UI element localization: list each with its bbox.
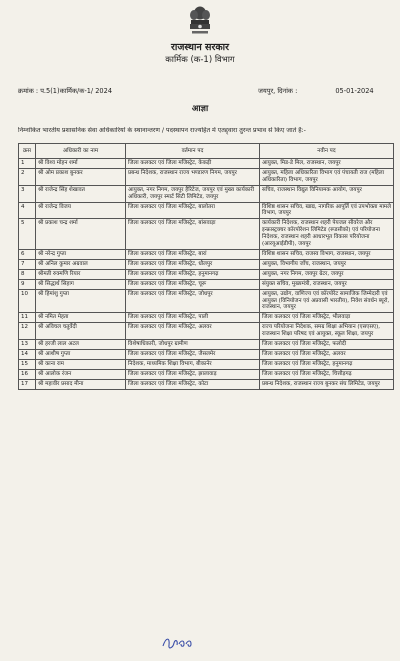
table-row <box>19 168 394 185</box>
row-current-post: जिला कलक्टर एवं जिला मजिस्ट्रेट, पाली <box>126 313 260 323</box>
row-sn: 10 <box>19 289 36 313</box>
row-current-post: जिला कलक्टर एवं जिला मजिस्ट्रेट, बालोतरा <box>126 202 260 219</box>
row-officer-name: श्री सिद्धार्थ सिहाग <box>36 279 126 289</box>
table-row <box>19 349 394 359</box>
row-current-post: जिला कलक्टर एवं जिला मजिस्ट्रेट, कोटा <box>126 379 260 389</box>
row-officer-name: श्री महावीर प्रसाद मीना <box>36 379 126 389</box>
table-body <box>19 159 394 390</box>
row-current-post: प्रबन्ध निदेशक, राजस्थान राज्य भण्डारण निगम, जयपुर <box>126 168 260 185</box>
place-label: जयपुर, दिनांक : <box>258 87 298 95</box>
table-row <box>19 323 394 340</box>
row-current-post: जिला कलक्टर एवं जिला मजिस्ट्रेट, झालावाड़ <box>126 369 260 379</box>
row-sn: 3 <box>19 185 36 202</box>
row-new-post: जिला कलक्टर एवं जिला मजिस्ट्रेट, हनुमानगढ़ <box>260 359 394 369</box>
row-new-post: कार्यकारी निदेशक, राजस्थान शहरी पेयजल सीवरेज और इन्फ्रास्ट्रक्चर कॉरपोरेशन लिमिटेड (रूडसीको) एवं परियोजना निदेशक, राजस्थान शहरी आधारभूत विकास परियोजना (आरयूआईडीपी), जयपुर <box>260 219 394 250</box>
table-row <box>19 369 394 379</box>
row-new-post: जिला कलक्टर एवं जिला मजिस्ट्रेट, भीलवाड़ा <box>260 313 394 323</box>
signature-mark <box>160 634 194 652</box>
table-row <box>19 219 394 250</box>
row-officer-name: श्री हिमांशु गुप्ता <box>36 289 126 313</box>
row-current-post: जिला कलक्टर एवं जिला मजिस्ट्रेट, बारां <box>126 249 260 259</box>
table-row <box>19 249 394 259</box>
department-title: कार्मिक (क-1) विभाग <box>165 55 235 65</box>
order-title: आज्ञा <box>191 104 209 114</box>
row-current-post: जिला कलक्टर एवं जिला मजिस्ट्रेट, चूरू <box>126 279 260 289</box>
row-sn: 14 <box>19 349 36 359</box>
row-current-post: जिला कलक्टर एवं जिला मजिस्ट्रेट, बांसवाड़ा <box>126 219 260 250</box>
table-row <box>19 185 394 202</box>
table-header-row <box>19 144 394 159</box>
table-row <box>19 279 394 289</box>
row-sn: 6 <box>19 249 36 259</box>
ashoka-emblem-icon <box>186 4 214 38</box>
row-officer-name: श्री ओम प्रकाश बुनकर <box>36 168 126 185</box>
row-sn: 4 <box>19 202 36 219</box>
row-sn: 9 <box>19 279 36 289</box>
row-current-post: जिला कलक्टर एवं जिला मजिस्ट्रेट, हनुमानगढ़ <box>126 269 260 279</box>
header-sn: क्रस <box>19 144 36 159</box>
government-title: राजस्थान सरकार <box>171 42 229 53</box>
row-new-post: प्रबन्ध निदेशक, राजस्थान राज्य बुनकर संघ लिमिटेड, जयपुर <box>260 379 394 389</box>
table-row <box>19 289 394 313</box>
row-officer-name: श्री आशीष गुप्ता <box>36 349 126 359</box>
row-new-post: जिला कलक्टर एवं जिला मजिस्ट्रेट, अलवर <box>260 349 394 359</box>
row-current-post: आयुक्त, नगर निगम, जयपुर हैरिटेज, जयपुर एवं मुख्य कार्यकारी अधिकारी, जयपुर स्मार्ट सिटी लिमिटेड, जयपुर <box>126 185 260 202</box>
table-row <box>19 379 394 389</box>
row-current-post: जिला कलक्टर एवं जिला मजिस्ट्रेट, धौलपुर <box>126 259 260 269</box>
row-sn: 17 <box>19 379 36 389</box>
row-sn: 2 <box>19 168 36 185</box>
transfer-table <box>18 143 394 390</box>
row-sn: 13 <box>19 340 36 350</box>
row-new-post: राज्य परियोजना निदेशक, समग्र शिक्षा अभियान (एसएसए), राजस्थान शिक्षा परिषद एवं आयुक्त, स्कूल शिक्षा, जयपुर <box>260 323 394 340</box>
row-current-post: जिला कलक्टर एवं जिला मजिस्ट्रेट, अलवर <box>126 323 260 340</box>
row-new-post: जिला कलक्टर एवं जिला मजिस्ट्रेट, फलोदी <box>260 340 394 350</box>
row-sn: 12 <box>19 323 36 340</box>
row-officer-name: श्री राजेन्द्र विजय <box>36 202 126 219</box>
table-row <box>19 159 394 169</box>
row-officer-name: श्री प्रकाश चन्द्र शर्मा <box>36 219 126 250</box>
row-officer-name: श्री आलोक रंजन <box>36 369 126 379</box>
row-new-post: सचिव, राजस्थान विद्युत विनियामक आयोग, जयपुर <box>260 185 394 202</box>
row-current-post: निदेशक, माध्यमिक शिक्षा विभाग, बीकानेर <box>126 359 260 369</box>
table-row <box>19 202 394 219</box>
row-sn: 1 <box>19 159 36 169</box>
order-number: क्रमांक : प.5(1)कार्मिक/क-1/ 2024 <box>18 87 113 95</box>
row-officer-name: श्री राजेन्द्र सिंह शेखावत <box>36 185 126 202</box>
row-officer-name: श्री अविचल चतुर्वेदी <box>36 323 126 340</box>
header-new-post: नवीन पद <box>260 144 394 159</box>
header-name: अधिकारी का नाम <box>36 144 126 159</box>
order-date: 05-01-2024 <box>335 87 374 95</box>
table-row <box>19 340 394 350</box>
row-officer-name: श्रीमती रुक्मणि रियार <box>36 269 126 279</box>
row-sn: 11 <box>19 313 36 323</box>
row-officer-name: श्री हरजी लाल अटल <box>36 340 126 350</box>
table-row <box>19 359 394 369</box>
row-new-post: आयुक्त, विभागीय जाँच, राजस्थान, जयपुर <box>260 259 394 269</box>
row-new-post: विशिष्ठ शासन सचिव, खाद्य, नागरिक आपूर्ति एवं उपभोक्ता मामले विभाग, जयपुर <box>260 202 394 219</box>
row-new-post: आयुक्त, मिड-डे मिल, राजस्थान, जयपुर <box>260 159 394 169</box>
row-officer-name: श्री नरेन्द्र गुप्ता <box>36 249 126 259</box>
row-sn: 16 <box>19 369 36 379</box>
table-row <box>19 259 394 269</box>
row-officer-name: श्री काना राम <box>36 359 126 369</box>
row-current-post: विशेषाधिकारी, जोधपुर ग्रामीण <box>126 340 260 350</box>
row-current-post: जिला कलक्टर एवं जिला मजिस्ट्रेट, जैसलमेर <box>126 349 260 359</box>
row-sn: 8 <box>19 269 36 279</box>
table-row <box>19 269 394 279</box>
header-current-post: वर्तमान पद <box>126 144 260 159</box>
row-officer-name: श्री अनिल कुमार अग्रवाल <box>36 259 126 269</box>
place-date <box>258 86 374 95</box>
row-sn: 7 <box>19 259 36 269</box>
row-new-post: जिला कलक्टर एवं जिला मजिस्ट्रेट, चित्तौड़गढ़ <box>260 369 394 379</box>
row-new-post: आयुक्त, महिला अधिकारिता विभाग एवं पंचायती राज (महिला अधिकारिता) विभाग, जयपुर <box>260 168 394 185</box>
row-sn: 5 <box>19 219 36 250</box>
row-current-post: जिला कलक्टर एवं जिला मजिस्ट्रेट, जोधपुर <box>126 289 260 313</box>
intro-text: निम्नांकित भारतीय प्रशासनिक सेवा अधिकारियों के स्थानान्तरण / पदस्थापन राज्यहित में एतद्द्वारा तुरन्त प्रभाव से किए जाते है:- <box>18 127 306 134</box>
row-officer-name: श्री नमित मेहता <box>36 313 126 323</box>
row-new-post: आयुक्त, उद्योग, वाणिज्य एवं कॉरपोरेट सामाजिक जिम्मेदारी एवं आयुक्त (विनियोजन एवं अप्रवासी भारतीय), निवेश संवर्धन ब्यूरो, राजस्थान, जयपुर <box>260 289 394 313</box>
row-new-post: आयुक्त, नगर निगम, जयपुर ग्रेटर, जयपुर <box>260 269 394 279</box>
row-current-post: जिला कलक्टर एवं जिला मजिस्ट्रेट, केकड़ी <box>126 159 260 169</box>
table-row <box>19 313 394 323</box>
row-sn: 15 <box>19 359 36 369</box>
row-new-post: संयुक्त सचिव, मुख्यमंत्री, राजस्थान, जयपुर <box>260 279 394 289</box>
row-officer-name: श्री विश्व मोहन शर्मा <box>36 159 126 169</box>
row-new-post: विशिष्ठ शासन सचिव, राजस्व विभाग, राजस्थान, जयपुर <box>260 249 394 259</box>
